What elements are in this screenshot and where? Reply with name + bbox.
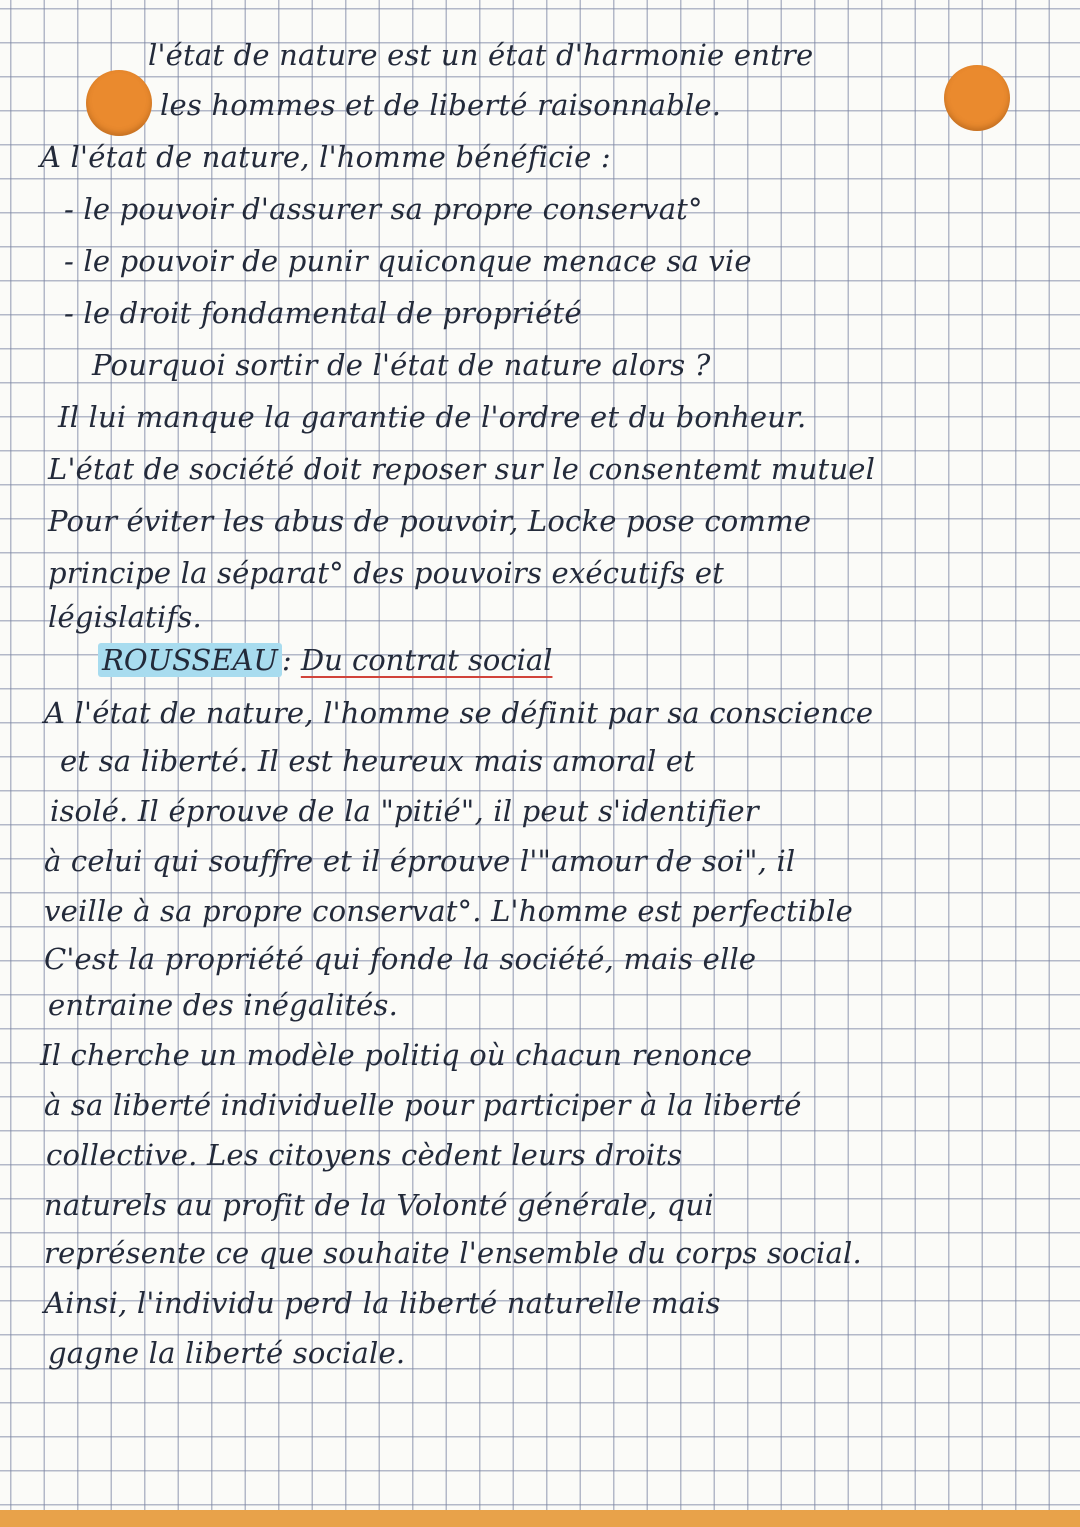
note-line: Pourquoi sortir de l'état de nature alors ? <box>92 348 711 382</box>
heading-author: ROUSSEAU <box>98 643 282 677</box>
note-line: à sa liberté individuelle pour participer à la liberté <box>44 1088 802 1122</box>
note-line: veille à sa propre conservat°. L'homme est perfectible <box>44 894 854 928</box>
note-line: naturels au profit de la Volonté générale, qui <box>44 1188 714 1222</box>
note-line: Il cherche un modèle politiq où chacun renonce <box>40 1038 753 1072</box>
note-line: l'état de nature est un état d'harmonie entre <box>148 38 814 72</box>
note-line: A l'état de nature, l'homme se définit par sa conscience <box>44 696 874 730</box>
note-line: et sa liberté. Il est heureux mais amoral et <box>60 744 696 778</box>
bullet-item: - le pouvoir de punir quiconque menace sa vie <box>64 244 752 278</box>
page-bottom-edge <box>0 1510 1080 1527</box>
note-line: Ainsi, l'individu perd la liberté naturelle mais <box>44 1286 721 1320</box>
binder-hole-left <box>86 70 152 136</box>
note-line: C'est la propriété qui fonde la société, mais elle <box>44 942 757 976</box>
note-line: collective. Les citoyens cèdent leurs droits <box>46 1138 683 1172</box>
note-line: A l'état de nature, l'homme bénéficie : <box>40 140 611 174</box>
note-line: Pour éviter les abus de pouvoir, Locke pose comme <box>48 504 812 538</box>
heading-separator: : <box>281 643 292 677</box>
section-heading <box>98 643 552 677</box>
note-line: entraine des inégalités. <box>48 988 399 1022</box>
heading-work-title: Du contrat social <box>300 643 553 677</box>
note-line: à celui qui souffre et il éprouve l'"amour de soi", il <box>44 844 796 878</box>
note-line: gagne la liberté sociale. <box>48 1336 406 1370</box>
note-line: législatifs. <box>48 600 202 634</box>
note-line: principe la séparat° des pouvoirs exécutifs et <box>48 556 725 590</box>
binder-hole-right <box>944 65 1010 131</box>
bullet-item: - le pouvoir d'assurer sa propre conservat° <box>64 192 703 226</box>
note-line: L'état de société doit reposer sur le consentemt mutuel <box>48 452 876 486</box>
note-line: les hommes et de liberté raisonnable. <box>160 88 722 122</box>
note-line: isolé. Il éprouve de la "pitié", il peut s'identifier <box>50 794 759 828</box>
note-line: représente ce que souhaite l'ensemble du corps social. <box>44 1236 862 1270</box>
bullet-item: - le droit fondamental de propriété <box>64 296 582 330</box>
note-line: Il lui manque la garantie de l'ordre et du bonheur. <box>58 400 807 434</box>
